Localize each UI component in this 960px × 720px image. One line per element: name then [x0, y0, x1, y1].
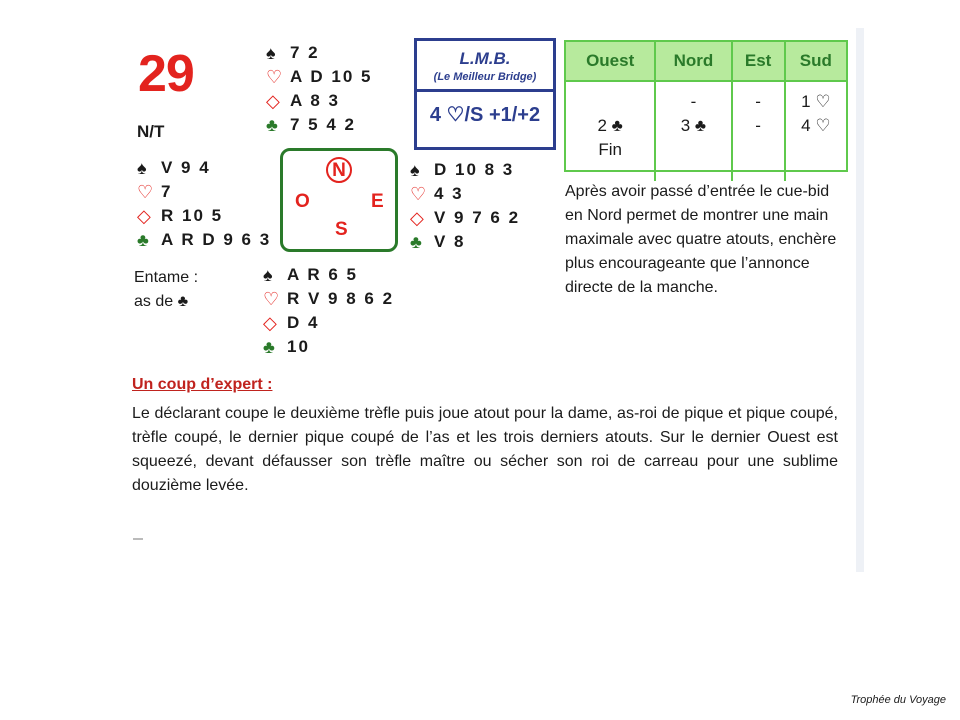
club-icon: ♣: [410, 232, 422, 252]
east-diamonds: V 9 7 6 2: [434, 208, 521, 227]
expert-text: Le déclarant coupe le deuxième trèfle puis joue atout pour la dame, as-roi de pique et pique coupé, trèfle coupé, le dernier pique coupé de l’as et les trois derniers atouts. Sur le dernier Ouest est squeezé, devant défausser son trèfle maître ou sécher son roi de carreau pour une sublime douzième levée.: [132, 405, 838, 494]
auction-col-est: [732, 81, 785, 181]
dealer-vulnerability: N/T: [137, 122, 165, 141]
south-spades: A R 6 5: [287, 265, 359, 284]
bidding-commentary: Après avoir passé d’entrée le cue-bid en Nord permet de montrer une main maximale avec quatre atouts, enchère plus encourageante que l’annonce directe de la manche.: [565, 183, 837, 296]
dash-mark: [133, 538, 143, 540]
footer-caption: Trophée du Voyage: [850, 694, 946, 706]
north-hearts: A D 10 5: [290, 67, 373, 86]
west-hearts: 7: [161, 182, 173, 201]
west-diamonds: R 10 5: [161, 206, 224, 225]
spade-icon: ♠: [266, 43, 276, 63]
auction-bid: -: [755, 92, 761, 111]
auction-header-ouest: Ouest: [566, 42, 655, 81]
diamond-icon: ◇: [266, 91, 280, 111]
west-spades: V 9 4: [161, 158, 211, 177]
east-spades: D 10 8 3: [434, 160, 515, 179]
lmb-subtitle: (Le Meilleur Bridge): [433, 71, 537, 83]
east-hearts: 4 3: [434, 184, 464, 203]
lmb-title: L.M.B.: [459, 49, 511, 68]
south-hearts: R V 9 8 6 2: [287, 289, 395, 308]
auction-col-nord: [655, 81, 731, 181]
lead-label: Entame :: [134, 269, 199, 286]
spade-icon: ♠: [137, 158, 147, 178]
spade-icon: ♠: [263, 265, 273, 285]
compass-east: E: [371, 191, 384, 212]
north-diamonds: A 8 3: [290, 91, 341, 110]
auction-col-sud: [785, 81, 846, 181]
auction-header-nord: Nord: [655, 42, 731, 81]
auction-table: [564, 40, 848, 172]
compass-north: N: [326, 157, 352, 183]
heart-icon: ♡: [410, 184, 427, 204]
auction-bid: 1 ♡: [801, 92, 831, 111]
lead-card: as de ♣: [134, 293, 189, 310]
auction-bid: Fin: [598, 140, 622, 159]
lmb-contract-box: [414, 38, 556, 150]
expert-heading: Un coup d’expert :: [132, 376, 273, 393]
auction-bid: -: [690, 92, 697, 111]
compass-west: O: [295, 191, 310, 212]
south-clubs: 10: [287, 337, 310, 356]
south-diamonds: D 4: [287, 313, 320, 332]
auction-col-ouest: [566, 81, 655, 181]
auction-bid: 2 ♣: [597, 116, 623, 135]
heart-icon: ♡: [266, 67, 283, 87]
east-hand: [410, 158, 520, 254]
club-icon: ♣: [266, 115, 278, 135]
diamond-icon: ◇: [410, 208, 424, 228]
auction-header-sud: Sud: [785, 42, 846, 81]
west-hand: [137, 156, 271, 252]
heart-icon: ♡: [263, 289, 280, 309]
diamond-icon: ◇: [263, 313, 277, 333]
auction-bid: -: [755, 116, 761, 135]
card-edge: [856, 28, 864, 572]
compass-box: [280, 148, 398, 252]
south-hand: [263, 263, 394, 359]
lmb-contract: 4 ♡/S +1/+2: [429, 104, 541, 126]
auction-bid: 3 ♣: [680, 116, 707, 135]
compass-south: S: [335, 219, 348, 240]
club-icon: ♣: [263, 337, 275, 357]
club-icon: ♣: [137, 230, 149, 250]
opening-lead: [134, 266, 198, 314]
lmb-divider: [417, 89, 553, 92]
spade-icon: ♠: [410, 160, 420, 180]
east-clubs: V 8: [434, 232, 466, 251]
north-clubs: 7 5 4 2: [290, 115, 356, 134]
deal-number: 29: [138, 45, 194, 103]
north-spades: 7 2: [290, 43, 320, 62]
diamond-icon: ◇: [137, 206, 151, 226]
heart-icon: ♡: [137, 182, 154, 202]
north-hand: [266, 41, 372, 137]
auction-header-est: Est: [732, 42, 785, 81]
auction-bid: [567, 90, 653, 114]
auction-bid: 4 ♡: [801, 116, 831, 135]
west-clubs: A R D 9 6 3: [161, 230, 272, 249]
